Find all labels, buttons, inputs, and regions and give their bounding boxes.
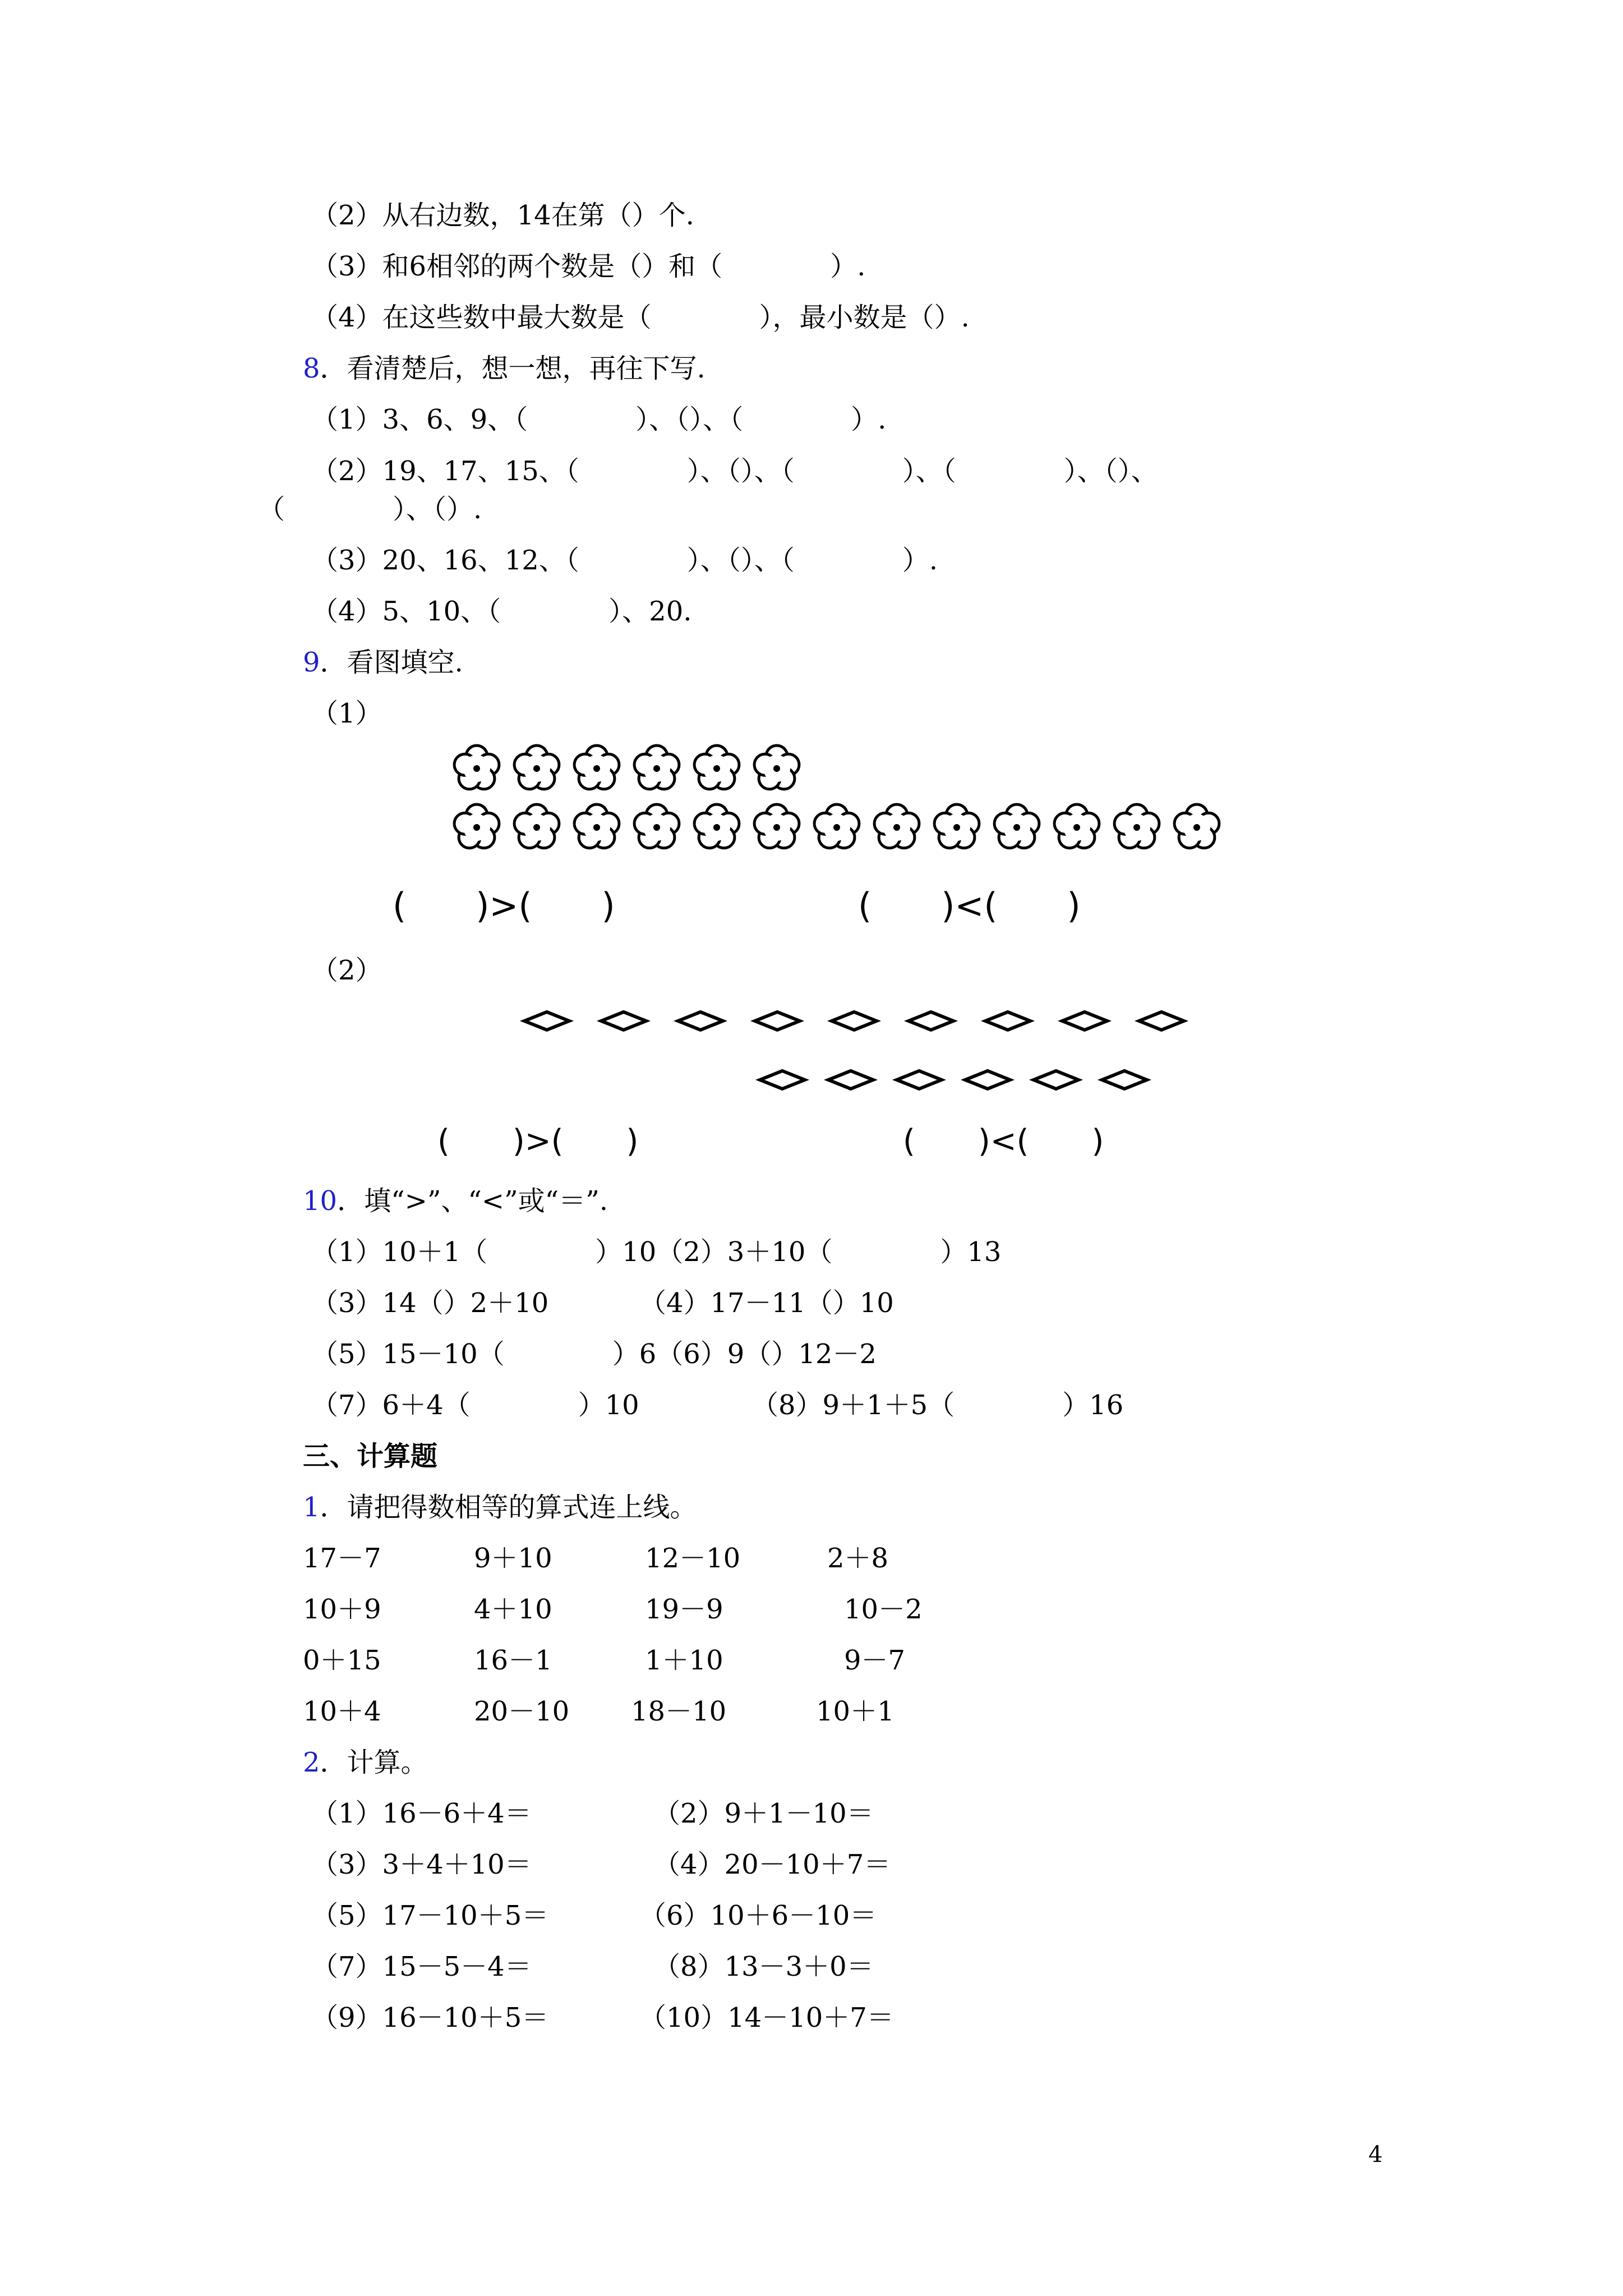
q8-line-2b: （ ）、（）. bbox=[258, 494, 482, 525]
q9-part1-less: ( )<( ) bbox=[858, 885, 1081, 926]
q10-title: ．填“>”、“<”或“＝”. bbox=[337, 1185, 608, 1217]
match-expression: 16－1 bbox=[474, 1645, 552, 1676]
diamond-icon bbox=[1139, 1012, 1184, 1030]
diamond-icon bbox=[524, 1012, 569, 1030]
q8-title: ．看清楚后，想一想，再往下写. bbox=[320, 353, 706, 384]
calc-item: （8）13－3＋0＝ bbox=[653, 1951, 874, 1982]
flower-icon bbox=[634, 746, 679, 789]
q10-number: 10 bbox=[303, 1185, 338, 1217]
match-expression: 20－10 bbox=[474, 1696, 570, 1727]
calc-item: （2）9＋1－10＝ bbox=[653, 1798, 874, 1829]
q8-number: 8 bbox=[303, 353, 320, 384]
diamond-icon bbox=[832, 1012, 877, 1030]
q10-line-4b: （8）9＋1＋5（ ）16 bbox=[751, 1389, 1124, 1421]
diamond-icon bbox=[1062, 1012, 1107, 1030]
calc-item: （9）16－10＋5＝ bbox=[311, 2002, 549, 2033]
flower-icon bbox=[634, 804, 679, 848]
q8-heading bbox=[303, 352, 706, 385]
flower-icon bbox=[874, 804, 919, 848]
flower-icon bbox=[754, 804, 799, 848]
q8-line-2a: （2）19、17、15、（ ）、（）、（ ）、（ ）、（）、 bbox=[311, 455, 1158, 487]
match-expression: 10－2 bbox=[844, 1594, 923, 1625]
diamond-icon bbox=[909, 1012, 953, 1030]
q9-heading bbox=[303, 646, 463, 679]
flower-icon bbox=[574, 804, 619, 848]
match-expression: 1＋10 bbox=[645, 1645, 723, 1676]
diamond-icon bbox=[678, 1012, 723, 1030]
match-expression: 0＋15 bbox=[303, 1645, 381, 1676]
flower-icon bbox=[934, 804, 979, 848]
diamond-row-2 bbox=[760, 1071, 1147, 1089]
match-expression: 2＋8 bbox=[827, 1543, 889, 1574]
diamond-icon bbox=[1102, 1071, 1147, 1089]
flower-icon bbox=[514, 804, 559, 848]
match-expression: 17－7 bbox=[303, 1543, 381, 1574]
diamond-icon bbox=[965, 1071, 1010, 1089]
flower-icon bbox=[454, 746, 499, 789]
diamond-icon bbox=[755, 1012, 800, 1030]
diamond-icon bbox=[760, 1071, 805, 1089]
q9-part2-less: ( )<( ) bbox=[903, 1123, 1104, 1159]
q8-line-1: （1）3、6、9、（ ）、（）、（ ）. bbox=[311, 404, 887, 435]
q10-line-2b: （4）17－11（）10 bbox=[639, 1287, 894, 1319]
c1-title: ．请把得数相等的算式连上线。 bbox=[320, 1492, 697, 1523]
page-number: 4 bbox=[1368, 2142, 1383, 2168]
flower-icon bbox=[814, 804, 859, 848]
match-expression: 10＋9 bbox=[303, 1594, 381, 1625]
flower-icon bbox=[994, 804, 1039, 848]
flower-icon bbox=[1174, 804, 1219, 848]
match-expression: 9－7 bbox=[844, 1645, 906, 1676]
match-expression: 9＋10 bbox=[474, 1543, 552, 1574]
match-expression: 10＋4 bbox=[303, 1696, 381, 1727]
q7-line-4: （4）在这些数中最大数是（ ），最小数是（）. bbox=[311, 302, 970, 333]
q9-diamond-figure bbox=[516, 1001, 1200, 1114]
calc-item: （3）3＋4＋10＝ bbox=[311, 1849, 532, 1880]
diamond-icon bbox=[897, 1071, 942, 1089]
diamond-icon bbox=[828, 1071, 873, 1089]
flower-row-1 bbox=[454, 746, 799, 789]
flower-icon bbox=[454, 804, 499, 848]
calc-item: （1）16－6＋4＝ bbox=[311, 1798, 532, 1829]
q10-heading bbox=[303, 1184, 608, 1218]
q7-line-2: （2）从右边数，14在第（）个. bbox=[311, 200, 694, 231]
flower-row-2 bbox=[454, 804, 1219, 848]
calc-item: （10）14－10＋7＝ bbox=[639, 2002, 894, 2033]
match-expression: 19－9 bbox=[645, 1594, 723, 1625]
q10-line-4a: （7）6＋4（ ）10 bbox=[311, 1389, 639, 1421]
flower-icon bbox=[1114, 804, 1159, 848]
q9-part1-greater: ( )>( ) bbox=[393, 885, 615, 926]
flower-icon bbox=[514, 746, 559, 789]
section-3-title: 三、计算题 bbox=[303, 1441, 438, 1472]
diamond-icon bbox=[985, 1012, 1030, 1030]
match-expression: 12－10 bbox=[645, 1543, 741, 1574]
c2-number: 2 bbox=[303, 1747, 320, 1778]
match-expression: 4＋10 bbox=[474, 1594, 552, 1625]
q10-line-3: （5）15－10（ ）6（6）9（）12－2 bbox=[311, 1338, 877, 1370]
c1-number: 1 bbox=[303, 1492, 320, 1523]
q9-flower-figure bbox=[437, 735, 1234, 881]
c2-heading bbox=[303, 1746, 428, 1779]
q8-line-4: （4）5、10、（ ）、20. bbox=[311, 596, 692, 627]
calc-item: （4）20－10＋7＝ bbox=[653, 1849, 891, 1880]
q9-part1-label: （1） bbox=[311, 698, 382, 729]
match-expression: 10＋1 bbox=[816, 1696, 895, 1727]
calc-item: （5）17－10＋5＝ bbox=[311, 1900, 549, 1931]
q10-line-2a: （3）14（）2＋10 bbox=[311, 1287, 549, 1319]
diamond-icon bbox=[1034, 1071, 1078, 1089]
match-expression: 18－10 bbox=[631, 1696, 727, 1727]
q9-number: 9 bbox=[303, 647, 320, 678]
c2-title: ．计算。 bbox=[320, 1747, 428, 1778]
q9-title: ．看图填空. bbox=[320, 647, 463, 678]
calc-item: （7）15－5－4＝ bbox=[311, 1951, 532, 1982]
q9-part2-greater: ( )>( ) bbox=[437, 1123, 639, 1159]
c1-heading bbox=[303, 1490, 697, 1524]
q10-line-1: （1）10＋1（ ）10（2）3＋10（ ）13 bbox=[311, 1236, 1002, 1268]
calc-item: （6）10＋6－10＝ bbox=[639, 1900, 877, 1931]
q8-line-3: （3）20、16、12、（ ）、（）、（ ）. bbox=[311, 545, 938, 576]
q7-line-3: （3）和6相邻的两个数是（）和（ ）. bbox=[311, 251, 866, 282]
flower-icon bbox=[694, 746, 739, 789]
q9-part2-label: （2） bbox=[311, 955, 382, 986]
flower-icon bbox=[754, 746, 799, 789]
flower-icon bbox=[694, 804, 739, 848]
flower-icon bbox=[1054, 804, 1099, 848]
flower-icon bbox=[574, 746, 619, 789]
diamond-icon bbox=[601, 1012, 646, 1030]
diamond-row-1 bbox=[524, 1012, 1184, 1030]
